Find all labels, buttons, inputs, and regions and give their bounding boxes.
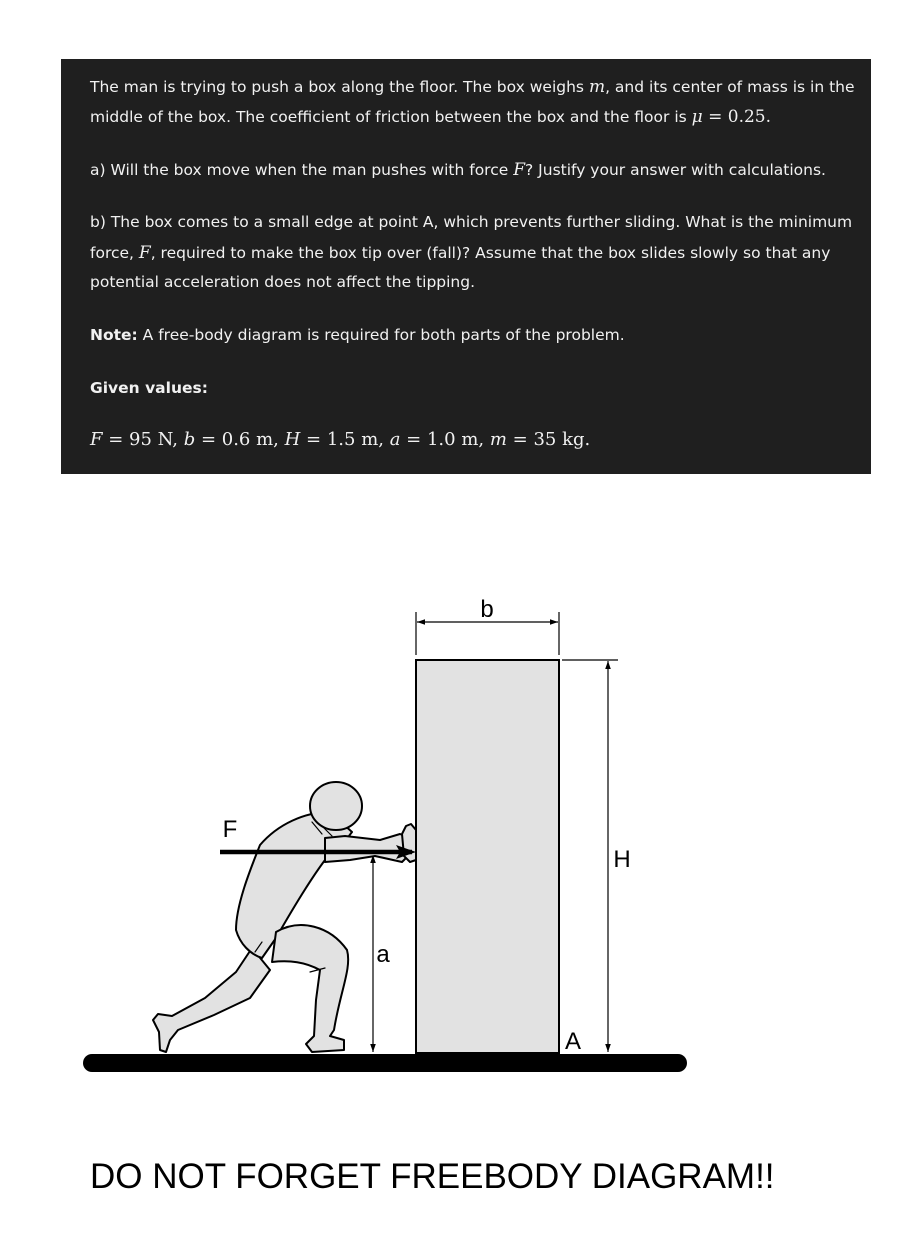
label-h: H <box>613 846 631 873</box>
reminder-text: DO NOT FORGET FREEBODY DIAGRAM!! <box>90 1157 775 1196</box>
dimension-h <box>562 660 631 1052</box>
label-a: a <box>376 941 390 968</box>
part-b-line-3: potential acceleration does not affect the tipping. <box>90 273 476 291</box>
given-heading: Given values: <box>90 379 208 397</box>
given-values: F = 95 N, b = 0.6 m, H = 1.5 m, a = 1.0 m, m = 35 kg. <box>90 429 591 450</box>
box-tipping-diagram <box>0 500 907 1100</box>
man-figure <box>153 782 416 1052</box>
box <box>416 660 559 1053</box>
part-b-line-1: b) The box comes to a small edge at point A, which prevents further sliding. What is the minimum <box>90 213 853 231</box>
part-b-line-2: force, F, required to make the box tip over (fall)? Assume that the box slides slowly so that any <box>90 243 831 263</box>
dimension-b <box>416 596 559 655</box>
label-b: b <box>480 596 494 623</box>
dimension-a <box>373 855 390 1052</box>
label-f: F <box>222 816 238 843</box>
intro-line-1: The man is trying to push a box along the floor. The box weighs m, and its center of mass is in the <box>90 77 855 97</box>
problem-panel <box>61 59 871 474</box>
part-a-text: a) Will the box move when the man pushes with force F? Justify your answer with calculations. <box>90 160 826 180</box>
note-text: Note: A free-body diagram is required for both parts of the problem. <box>90 326 625 344</box>
label-point-a: A <box>564 1028 582 1055</box>
note-label: Note: <box>90 326 138 344</box>
intro-line-2: middle of the box. The coefficient of friction between the box and the floor is μ = 0.25. <box>90 107 772 127</box>
